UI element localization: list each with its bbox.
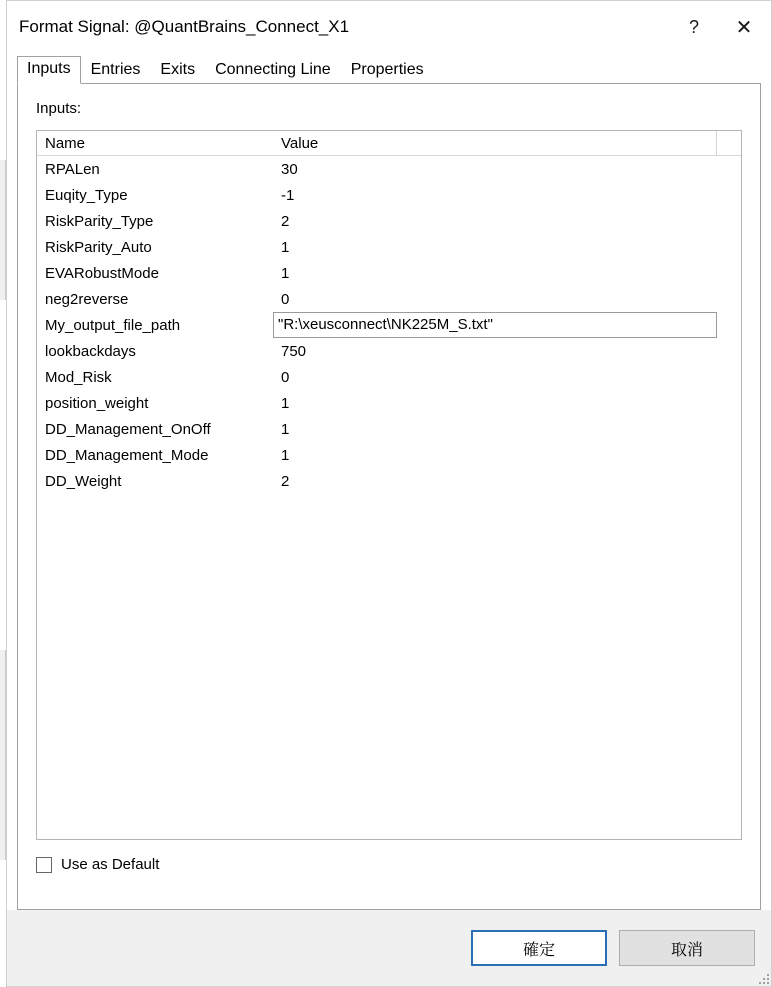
input-value[interactable]: 0: [281, 290, 290, 308]
table-row[interactable]: [37, 468, 741, 494]
tab-connecting-line[interactable]: Connecting Line: [215, 61, 331, 78]
input-name: position_weight: [45, 394, 149, 412]
input-value[interactable]: 30: [281, 160, 298, 178]
input-name: RiskParity_Type: [45, 212, 154, 230]
table-row[interactable]: [37, 442, 741, 468]
input-name: lookbackdays: [45, 342, 136, 360]
inputs-grid[interactable]: [36, 130, 742, 840]
cancel-button[interactable]: 取消: [619, 930, 755, 966]
input-value[interactable]: 2: [281, 212, 290, 230]
grid-rows: [37, 156, 741, 494]
table-row[interactable]: [37, 182, 741, 208]
tab-entries[interactable]: Entries: [90, 61, 141, 78]
table-row[interactable]: [37, 390, 741, 416]
table-row[interactable]: [37, 416, 741, 442]
input-name: DD_Management_Mode: [45, 446, 209, 464]
input-name: EVARobustMode: [45, 264, 159, 282]
input-value[interactable]: 0: [281, 368, 290, 386]
use-as-default-row[interactable]: [36, 856, 742, 873]
input-name: Mod_Risk: [45, 368, 112, 386]
input-name: RPALen: [45, 160, 100, 178]
input-value[interactable]: 2: [281, 472, 290, 490]
table-row[interactable]: [37, 364, 741, 390]
window-title: Format Signal: @QuantBrains_Connect_X1: [19, 17, 350, 36]
input-value[interactable]: 1: [281, 264, 290, 282]
tab-inputs[interactable]: Inputs: [17, 56, 81, 84]
input-value[interactable]: 1: [281, 238, 290, 256]
ok-button[interactable]: 確定: [471, 930, 607, 966]
close-icon[interactable]: ✕: [735, 16, 753, 39]
input-value[interactable]: 750: [281, 342, 307, 360]
resize-grip-icon[interactable]: [755, 970, 769, 984]
input-name: My_output_file_path: [45, 316, 181, 334]
use-as-default-label: Use as Default: [61, 856, 160, 873]
header-right-divider: [716, 131, 717, 155]
inputs-label: Inputs:: [36, 100, 82, 117]
table-row[interactable]: [37, 208, 741, 234]
tab-exits[interactable]: Exits: [160, 61, 196, 78]
table-row[interactable]: [37, 156, 741, 182]
use-as-default-checkbox[interactable]: [36, 857, 52, 873]
table-row[interactable]: [37, 286, 741, 312]
column-header-name[interactable]: Name: [45, 134, 86, 152]
title-bar: [7, 1, 771, 53]
column-header-value[interactable]: Value: [281, 134, 319, 152]
input-value[interactable]: -1: [281, 186, 295, 204]
input-name: Euqity_Type: [45, 186, 128, 204]
input-value-editor[interactable]: "R:\xeusconnect\NK225M_S.txt": [273, 312, 717, 338]
input-value[interactable]: 1: [281, 446, 290, 464]
input-name: DD_Management_OnOff: [45, 420, 211, 438]
input-value[interactable]: 1: [281, 394, 290, 412]
tab-properties[interactable]: Properties: [350, 61, 424, 78]
table-row-selected[interactable]: [37, 312, 741, 338]
input-name: DD_Weight: [45, 472, 122, 490]
inputs-panel: [17, 83, 761, 910]
input-name: neg2reverse: [45, 290, 129, 308]
table-row[interactable]: [37, 234, 741, 260]
grid-header: [37, 131, 741, 156]
format-signal-dialog: [6, 0, 772, 987]
input-name: RiskParity_Auto: [45, 238, 152, 256]
table-row[interactable]: [37, 338, 741, 364]
input-value[interactable]: 1: [281, 420, 290, 438]
help-icon[interactable]: ?: [688, 16, 699, 37]
tab-strip: [7, 53, 771, 83]
table-row[interactable]: [37, 260, 741, 286]
dialog-footer: [7, 910, 771, 986]
